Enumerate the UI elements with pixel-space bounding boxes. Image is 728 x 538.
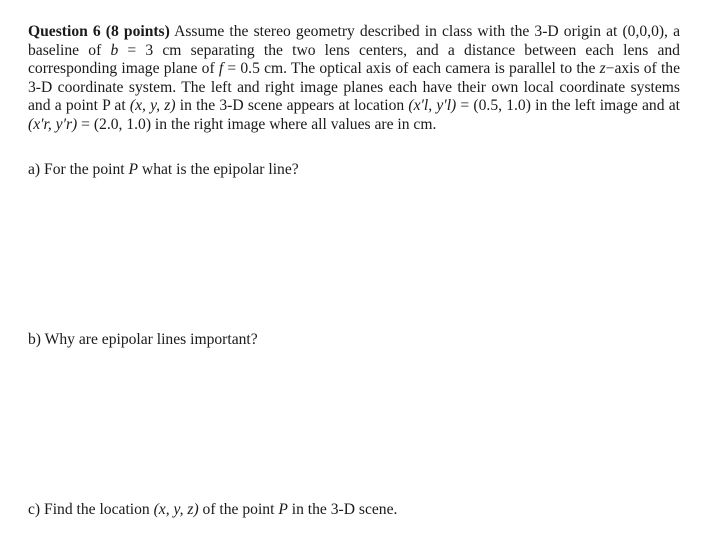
part-c-text-1: Find the location [44,501,154,518]
question-intro [28,23,680,135]
intro-text-3: = 0.5 cm. The optical axis of each camera is parallel to the [223,60,600,78]
part-c-coordinates: (x, y, z) [153,501,199,518]
intro-text-2: = 3 cm separating the two lens centers, and a distance between each lens and corresponding image plane of [28,41,680,78]
focal-variable: f [218,60,224,78]
part-c-text-3: in the 3-D scene. [287,501,398,518]
intro-text-1: Assume the stereo geometry described in class with the 3-D origin at (0,0,0), a baseline of [28,23,680,59]
question-part-c [28,501,680,520]
part-c-label: c) [28,501,41,518]
point-coordinates: (x, y, z) [129,97,176,115]
question-part-b [28,331,680,350]
part-b-label: b) [28,331,41,348]
baseline-variable: b [110,41,119,59]
part-c-point-variable: P [278,501,288,518]
intro-text-6: = (0.5, 1.0) in the left image and at [456,97,680,115]
right-image-coordinates: (x′r, y′r) [28,115,78,133]
question-title: Question 6 (8 points) [28,23,170,40]
intro-text-7: = (2.0, 1.0) in the right image where all values are in cm. [77,115,437,133]
intro-text-5: in the 3-D scene appears at location [175,97,409,115]
part-b-text: Why are epipolar lines important? [44,331,258,348]
part-a-text-1: For the point [44,161,129,178]
left-image-coordinates: (x′l, y′l) [408,97,457,115]
intro-text-4: −axis of the 3-D coordinate system. The left and right image planes each have their own local coordinate systems and a point P at [28,60,680,115]
part-a-point-variable: P [128,161,139,178]
part-c-text-2: of the point [198,501,279,518]
part-a-label: a) [28,161,41,178]
z-axis-variable: z [599,60,606,78]
part-a-text-2: what is the epipolar line? [138,161,299,178]
question-part-a [28,161,680,180]
